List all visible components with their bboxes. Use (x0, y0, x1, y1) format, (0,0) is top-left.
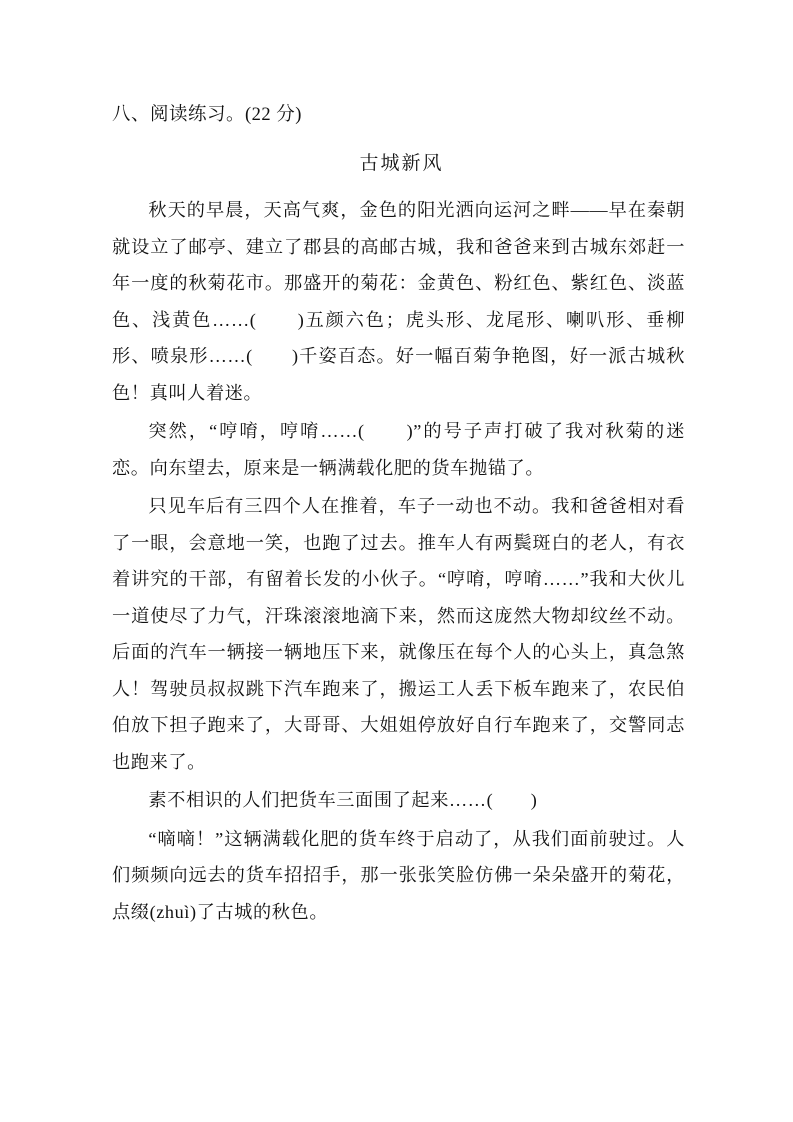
paragraph-3: 只见车后有三四个人在推着，车子一动也不动。我和爸爸相对看了一眼，会意地一笑，也跑了过去。推车人有两鬓斑白的老人，有衣着讲究的干部，有留着长发的小伙子。“哼唷，哼唷……”我和大伙儿一道使尽了力气，汗珠滚滚地滴下来，然而这庞然大物却纹丝不动。后面的汽车一辆接一辆地压下来，就像压在每个人的心头上，真急煞人！驾驶员叔叔跳下汽车跑来了，搬运工人丢下板车跑来了，农民伯伯放下担子跑来了，大哥哥、大姐姐停放好自行车跑来了，交警同志也跑来了。 (112, 496, 685, 772)
page-title: 古城新风 (359, 153, 444, 174)
paragraph-4: 素不相识的人们把货车三面围了起来……( ) (148, 790, 538, 810)
section-heading: 八、阅读练习。(22 分) (112, 105, 302, 125)
paragraph-5: “嘀嘀！”这辆满载化肥的货车终于启动了，从我们面前驶过。人们频频向远去的货车招招手，那一张张笑脸仿佛一朵朵盛开的菊花，点缀(zhuì)了古城的秋色。 (112, 828, 685, 922)
paragraph-1: 秋天的早晨，天高气爽，金色的阳光洒向运河之畔——早在秦朝就设立了邮亭、建立了郡县的高邮古城，我和爸爸来到古城东郊赶一年一度的秋菊花市。那盛开的菊花：金黄色、粉红色、紫红色、淡蓝色、浅黄色……( )五颜六色；虎头形、龙尾形、喇叭形、垂柳形、喷泉形……( )千姿百态。好一幅百菊争艳图，好一派古城秋色！真叫人着迷。 (112, 200, 685, 403)
paragraph-2: 突然，“哼唷，哼唷……( )”的号子声打破了我对秋菊的迷恋。向东望去，原来是一辆满载化肥的货车抛锚了。 (112, 421, 685, 478)
